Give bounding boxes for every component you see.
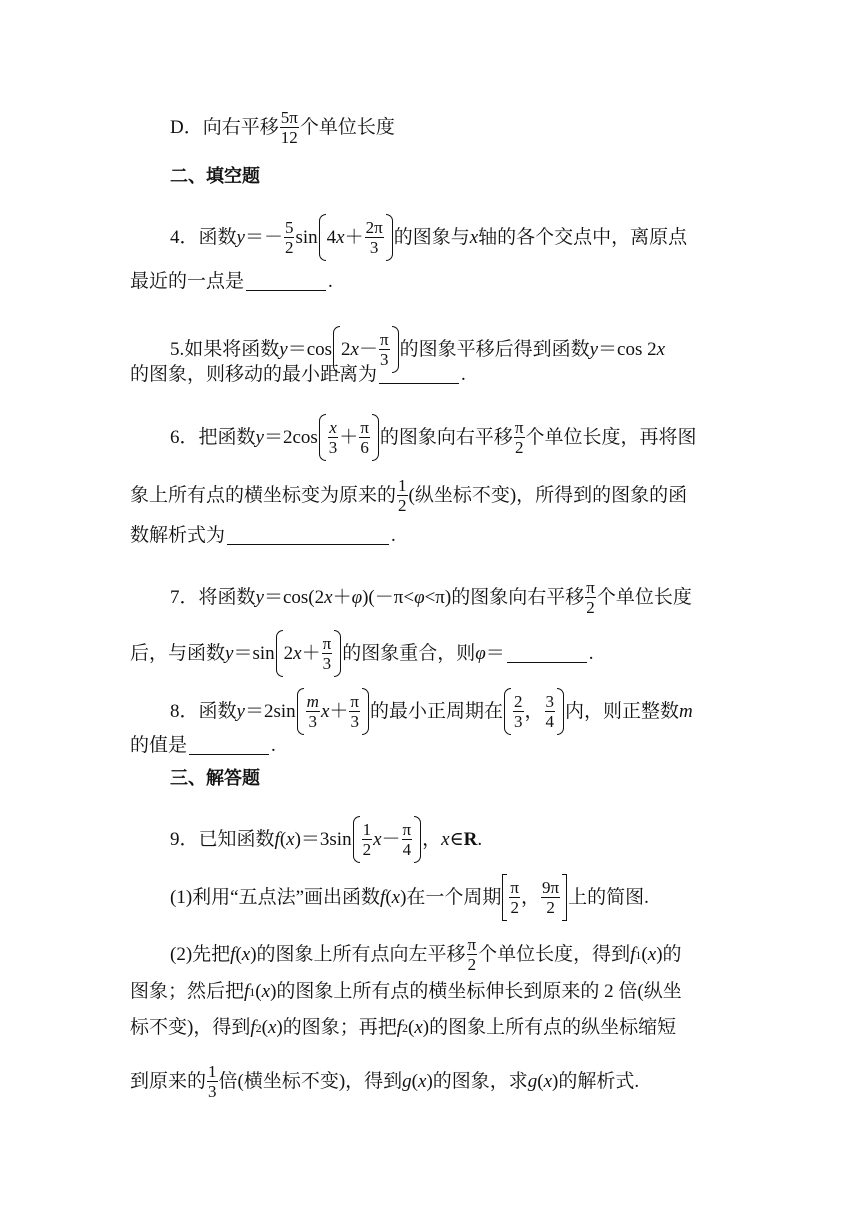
fraction-num: π — [360, 418, 369, 437]
fraction-num: 3 — [545, 692, 555, 711]
fraction-num: 9π — [542, 878, 560, 897]
fraction-den: 2 — [546, 898, 555, 918]
fraction-num: 5 — [284, 218, 294, 237]
fraction-num: 1 — [208, 1062, 217, 1081]
text: 倍(横坐标不变)，得到 — [218, 1071, 403, 1093]
text: ＝2cos — [263, 427, 318, 449]
text: 数解析式为 — [130, 525, 226, 546]
fraction-den: 6 — [360, 438, 369, 458]
text: ＝ — [485, 643, 505, 665]
text: 的图象重合，则 — [342, 643, 476, 665]
question-4 — [170, 218, 770, 257]
fraction — [207, 1062, 218, 1101]
set-symbol: R — [463, 829, 478, 851]
fraction — [280, 108, 299, 147]
fraction — [467, 935, 478, 974]
answer-blank[interactable] — [507, 661, 587, 663]
fraction — [402, 820, 413, 859]
fraction-den: 4 — [545, 712, 555, 732]
option-d-tail: 个单位长度 — [299, 117, 395, 139]
text: 图象；然后把 — [130, 981, 245, 1002]
fraction-den: 2 — [467, 955, 477, 975]
var: x — [261, 981, 271, 1002]
fraction — [585, 578, 596, 617]
text: . — [461, 364, 466, 385]
parenthesis-group — [319, 218, 393, 257]
text: )在一个周期 — [400, 887, 502, 909]
function-name: sin — [295, 227, 318, 249]
question-6 — [170, 418, 770, 457]
text: ＋ — [301, 643, 321, 665]
var: f — [250, 1017, 256, 1038]
text: ， — [524, 701, 544, 723]
fraction-num: m — [306, 692, 319, 711]
question-9 — [170, 820, 770, 859]
question-number: 8． — [170, 701, 199, 723]
fraction-den: 3 — [369, 238, 379, 258]
var: f — [244, 981, 250, 1002]
question-7 — [170, 578, 770, 617]
var: x — [293, 643, 302, 665]
parenthesis-group — [353, 820, 422, 859]
text: )(－π< — [362, 587, 415, 609]
text: 将函数 — [198, 587, 256, 609]
text: ( — [385, 887, 392, 909]
var: x — [350, 339, 359, 361]
subscript: 2 — [401, 1020, 408, 1035]
fraction — [541, 878, 560, 917]
question-number: 5. — [170, 339, 185, 361]
fraction-num: π — [350, 692, 359, 711]
text: ( — [537, 1071, 544, 1093]
text: ＝cos — [287, 339, 333, 361]
var: x — [647, 944, 657, 966]
question-5-line2 — [130, 365, 730, 384]
text: ( — [279, 829, 287, 851]
var: x — [241, 944, 251, 966]
text: 个单位长度，得到 — [478, 944, 631, 966]
section-heading-answer: 三、解答题 — [170, 768, 260, 789]
question-number: 7． — [170, 587, 199, 609]
text: ( — [641, 944, 648, 966]
question-number: 9． — [170, 829, 199, 851]
text: 把函数 — [198, 427, 256, 449]
question-6-line2 — [130, 476, 730, 515]
text: 2 — [341, 339, 351, 361]
var: x — [414, 1017, 423, 1038]
var: φ — [414, 587, 425, 609]
fraction-den: 2 — [514, 438, 524, 458]
var: g — [527, 1071, 538, 1093]
question-8-line2 — [130, 736, 730, 755]
text: . — [477, 829, 483, 851]
fraction-den: 4 — [402, 840, 412, 860]
fraction-num: 1 — [398, 476, 407, 495]
text: )的图象；再把 — [276, 1017, 397, 1038]
fraction — [328, 418, 339, 457]
text: 个单位长度，再将图 — [525, 427, 697, 449]
fraction-num: π — [586, 578, 595, 597]
bracket-group — [502, 878, 567, 917]
var: x — [286, 829, 295, 851]
question-9-part2-line3 — [130, 1018, 730, 1037]
fraction — [322, 634, 333, 673]
fraction-den: 2 — [284, 238, 294, 258]
text: )的解析式. — [552, 1071, 640, 1093]
var: f — [274, 829, 280, 851]
question-9-part1 — [170, 878, 770, 917]
question-4-line2 — [130, 272, 730, 291]
text: ， — [422, 829, 442, 851]
text: ＝sin — [233, 643, 275, 665]
text: ＋ — [329, 701, 349, 723]
text: ∈ — [449, 829, 464, 851]
text: )的图象上所有点向左平移 — [250, 944, 466, 966]
text: 最近的一点是 — [130, 271, 245, 292]
answer-blank[interactable] — [246, 289, 326, 291]
fraction-num: π — [322, 634, 332, 653]
text: ＋ — [344, 227, 364, 249]
text: 轴的各个交点中，离原点 — [478, 227, 688, 249]
text: 4 — [326, 227, 337, 249]
question-9-part2 — [170, 935, 770, 974]
var: f — [380, 887, 386, 909]
fraction-den: 12 — [280, 128, 298, 148]
parenthesis-group — [504, 692, 564, 731]
var: x — [418, 1071, 427, 1093]
fraction-den: 3 — [328, 438, 338, 458]
fraction — [349, 692, 360, 731]
text: . — [391, 525, 396, 546]
fraction — [513, 692, 524, 731]
text: ＝－ — [244, 227, 283, 249]
text: )＝3sin — [294, 829, 352, 851]
fraction-den: 3 — [514, 712, 523, 732]
fraction-den: 3 — [350, 712, 359, 732]
var: φ — [351, 587, 363, 609]
var: f — [396, 1017, 402, 1038]
fraction — [284, 218, 295, 257]
answer-blank[interactable] — [227, 543, 389, 545]
text: 2 — [283, 643, 294, 665]
var: y — [225, 643, 234, 665]
text: )的图象上所有点的纵坐标缩短 — [422, 1017, 677, 1038]
option-d-label: D．向右平移 — [170, 117, 279, 139]
text: 的值是 — [130, 735, 188, 756]
text: )的图象，求 — [426, 1071, 528, 1093]
text: 已知函数 — [198, 829, 275, 851]
text: 标不变)，得到 — [130, 1017, 251, 1038]
text: 的图象与 — [393, 227, 470, 249]
fraction-den: 3 — [322, 654, 332, 674]
text: 的图象向右平移 — [379, 427, 513, 449]
text: ( — [255, 981, 262, 1002]
var: x — [391, 887, 401, 909]
var: y — [236, 227, 245, 249]
parenthesis-group — [297, 692, 369, 731]
answer-blank[interactable] — [189, 753, 269, 755]
fraction-num: 5π — [280, 108, 298, 127]
section-heading-fill-in: 二、填空题 — [170, 166, 260, 187]
var: x — [336, 227, 345, 249]
fraction-num: x — [329, 418, 337, 437]
subscript: 2 — [255, 1020, 262, 1035]
text: 上的简图. — [568, 887, 649, 909]
text: － — [358, 339, 378, 361]
option-d — [170, 108, 770, 147]
subscript: 1 — [635, 947, 642, 962]
fraction-den: 3 — [308, 712, 318, 732]
fraction — [514, 418, 525, 457]
question-9-part2-line4 — [130, 1062, 730, 1101]
text: . — [328, 271, 333, 292]
fraction — [397, 476, 408, 515]
fraction-den: 2 — [510, 898, 519, 918]
text: ( — [407, 1017, 415, 1038]
fraction — [379, 330, 390, 369]
text: 函数 — [198, 701, 237, 723]
fraction — [545, 692, 556, 731]
question-7-line2 — [130, 634, 730, 673]
subscript: 1 — [249, 984, 256, 999]
question-number: 4． — [170, 227, 199, 249]
var: x — [320, 701, 330, 723]
var: x — [267, 1017, 277, 1038]
text: ＝cos 2 — [598, 339, 657, 361]
fraction-num: π — [379, 330, 389, 349]
text: . — [588, 643, 594, 665]
text: 函数 — [198, 227, 237, 249]
text: )的 — [656, 944, 682, 966]
fraction-num: π — [402, 820, 412, 839]
fraction-num: 2 — [514, 692, 523, 711]
question-6-line3 — [130, 526, 730, 545]
text: ， — [521, 887, 541, 909]
fraction — [365, 218, 384, 257]
text: 后，与函数 — [130, 643, 226, 665]
text: <π)的图象向右平移 — [424, 587, 585, 609]
fraction-den: 3 — [380, 350, 389, 370]
text: 的最小正周期在 — [369, 701, 503, 723]
text: 到原来的 — [130, 1071, 207, 1093]
fraction — [359, 418, 370, 457]
var: x — [441, 829, 450, 851]
text: (2)先把 — [170, 944, 231, 966]
var: y — [236, 701, 245, 723]
var: f — [230, 944, 236, 966]
text: 如果将函数 — [184, 339, 280, 361]
fraction-den: 3 — [208, 1082, 217, 1102]
var: y — [279, 339, 288, 361]
fraction-den: 2 — [362, 840, 372, 860]
text: (1)利用“五点法”画出函数 — [170, 887, 381, 909]
fraction-den: 2 — [398, 496, 407, 516]
fraction — [306, 692, 320, 731]
fraction-den: 2 — [586, 598, 595, 618]
question-9-part2-line2 — [130, 982, 730, 1001]
question-8 — [170, 692, 770, 731]
text: － — [381, 829, 401, 851]
var: g — [402, 1071, 412, 1093]
text: ( — [235, 944, 242, 966]
text: ＋ — [332, 587, 352, 609]
var: f — [630, 944, 636, 966]
var: x — [656, 339, 666, 361]
question-number: 6． — [170, 427, 199, 449]
text: (纵坐标不变)，所得到的图象的函 — [408, 485, 688, 507]
fraction-num: π — [467, 935, 477, 954]
fraction-num: π — [510, 878, 519, 897]
text: 内，则正整数 — [565, 701, 680, 723]
fraction-num: π — [514, 418, 524, 437]
text: ( — [261, 1017, 268, 1038]
text: 个单位长度 — [596, 587, 692, 609]
var: m — [679, 701, 693, 723]
text: 象上所有点的横坐标变为原来的 — [130, 485, 397, 507]
var: x — [373, 829, 382, 851]
text: . — [271, 735, 276, 756]
var: y — [589, 339, 599, 361]
answer-blank[interactable] — [379, 382, 459, 384]
var: x — [543, 1071, 553, 1093]
text: ＝cos(2 — [263, 587, 325, 609]
var: y — [255, 427, 264, 449]
text: ＋ — [339, 427, 359, 449]
fraction-num: 1 — [362, 820, 372, 839]
var: x — [324, 587, 333, 609]
text: )的图象上所有点的横坐标伸长到原来的 2 倍(纵坐 — [270, 981, 682, 1002]
parenthesis-group — [319, 418, 379, 457]
fraction — [362, 820, 373, 859]
text: ( — [411, 1071, 418, 1093]
var: y — [255, 587, 264, 609]
var: φ — [475, 643, 486, 665]
parenthesis-group — [276, 634, 342, 673]
text: 的图象平移后得到函数 — [399, 339, 590, 361]
fraction — [509, 878, 520, 917]
text: 的图象，则移动的最小距离为 — [130, 364, 378, 385]
fraction-num: 2π — [365, 218, 383, 237]
var: x — [469, 227, 479, 249]
text: ＝2sin — [244, 701, 296, 723]
